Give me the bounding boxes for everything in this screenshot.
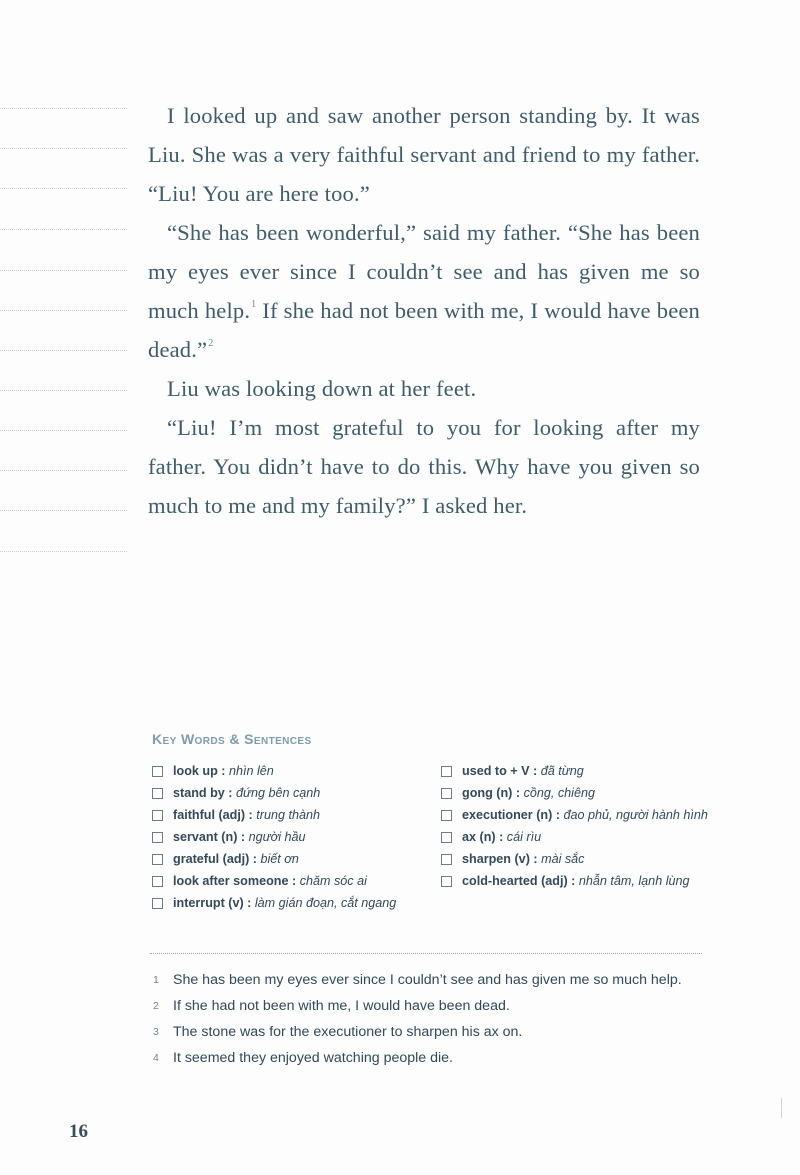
checkbox[interactable] — [152, 766, 163, 777]
story-text-segment: “She has been wonderful,” said my father. “She has been my eyes ever since I couldn’t see and has given me so much help. — [148, 220, 700, 323]
footnote-number: 2 — [153, 1000, 159, 1012]
key-word-definition: đã từng — [540, 764, 584, 778]
key-word-separator: : — [495, 830, 507, 844]
checkbox[interactable] — [152, 854, 163, 865]
key-word-definition: đứng bên cạnh — [236, 786, 321, 800]
checkbox[interactable] — [441, 810, 452, 821]
key-word-definition: biết ơn — [260, 852, 299, 866]
story-paragraph: “Liu! I’m most grateful to you for looking after my father. You didn’t have to do this. Why have you given so much to me and my family?” I asked her. — [148, 415, 700, 518]
key-word-separator: : — [243, 896, 255, 910]
margin-line — [0, 390, 127, 391]
key-word-item — [440, 848, 710, 870]
checkbox[interactable] — [441, 788, 452, 799]
key-word-term: grateful (adj) — [173, 852, 250, 866]
footnote-number: 4 — [153, 1052, 159, 1064]
key-word-separator: : — [217, 764, 229, 778]
key-word-separator: : — [529, 852, 542, 866]
key-word-item — [151, 848, 411, 870]
key-word-item — [440, 870, 710, 892]
key-word-separator: : — [529, 764, 541, 778]
key-words-heading: Key Words & Sentences — [152, 731, 312, 747]
footnote — [153, 996, 702, 1016]
footnote — [153, 1022, 702, 1042]
footnote-text: It seemed they enjoyed watching people die. — [173, 1050, 453, 1066]
key-word-separator: : — [567, 874, 579, 888]
footnote-text: She has been my eyes ever since I couldn’t see and has given me so much help. — [173, 972, 682, 988]
margin-line — [0, 430, 127, 431]
checkbox[interactable] — [152, 832, 163, 843]
margin-line — [0, 470, 127, 471]
key-word-separator: : — [552, 808, 564, 822]
page-edge-mark — [781, 1098, 782, 1118]
key-word-term: servant (n) — [173, 830, 238, 844]
key-word-item — [151, 782, 411, 804]
checkbox[interactable] — [441, 766, 452, 777]
key-word-definition: mài sắc — [541, 852, 585, 866]
checkbox[interactable] — [152, 898, 163, 909]
key-word-item — [151, 826, 411, 848]
key-word-separator: : — [224, 786, 236, 800]
checkbox[interactable] — [152, 788, 163, 799]
key-word-separator: : — [512, 786, 524, 800]
key-word-term: used to + V — [462, 764, 530, 778]
footnote-number: 3 — [153, 1026, 159, 1038]
margin-line — [0, 188, 127, 189]
checkbox[interactable] — [441, 876, 452, 887]
key-word-separator: : — [249, 852, 261, 866]
footnote-divider — [150, 953, 702, 954]
key-word-term: look up — [173, 764, 218, 778]
checkbox[interactable] — [441, 832, 452, 843]
margin-note-lines — [0, 0, 128, 1175]
page-number: 16 — [69, 1121, 88, 1142]
key-word-term: look after someone — [173, 874, 289, 888]
key-word-term: executioner (n) — [462, 808, 553, 822]
key-word-definition: nhẫn tâm, lạnh lùng — [578, 874, 690, 888]
footnote-number: 1 — [153, 974, 159, 986]
key-word-item — [440, 804, 710, 826]
checkbox[interactable] — [441, 854, 452, 865]
key-word-definition: cồng, chiêng — [523, 786, 595, 800]
key-word-item — [440, 782, 710, 804]
key-word-definition: chăm sóc ai — [299, 874, 367, 888]
key-word-item — [440, 760, 710, 782]
key-word-separator: : — [245, 808, 257, 822]
key-word-term: interrupt (v) — [173, 896, 244, 910]
checkbox[interactable] — [152, 876, 163, 887]
key-word-item — [151, 892, 411, 914]
key-words-right-column — [440, 760, 710, 892]
margin-line — [0, 551, 127, 552]
story-paragraph — [148, 213, 700, 369]
checkbox[interactable] — [152, 810, 163, 821]
margin-line — [0, 310, 127, 311]
margin-line — [0, 108, 127, 109]
margin-line — [0, 229, 127, 230]
footnote-ref[interactable]: 2 — [208, 338, 214, 349]
key-word-separator: : — [288, 874, 300, 888]
key-word-term: faithful (adj) — [173, 808, 246, 822]
key-word-term: sharpen (v) — [462, 852, 530, 866]
key-word-item — [151, 870, 411, 892]
footnote-text: If she had not been with me, I would have been dead. — [173, 998, 510, 1014]
story-text-segment: If she had not been with me, I would have been dead.” — [148, 298, 700, 362]
story-text — [148, 96, 700, 525]
key-word-term: stand by — [173, 786, 225, 800]
margin-line — [0, 270, 127, 271]
key-word-item — [151, 760, 411, 782]
key-words-left-column — [151, 760, 411, 914]
key-word-item — [440, 826, 710, 848]
key-word-definition: làm gián đoạn, cắt ngang — [254, 896, 397, 910]
key-word-term: cold-hearted (adj) — [462, 874, 568, 888]
key-word-definition: cái rìu — [506, 830, 542, 844]
story-paragraph: I looked up and saw another person standing by. It was Liu. She was a very faithful servant and friend to my father. “Liu! You are here too.” — [148, 103, 700, 206]
footnote — [153, 970, 702, 990]
key-word-separator: : — [237, 830, 249, 844]
margin-line — [0, 350, 127, 351]
key-word-term: gong (n) — [462, 786, 513, 800]
key-word-term: ax (n) — [462, 830, 496, 844]
margin-line — [0, 148, 127, 149]
key-word-item — [151, 804, 411, 826]
footnote-ref[interactable]: 1 — [251, 299, 257, 310]
margin-line — [0, 510, 127, 511]
key-word-definition: người hầu — [248, 830, 306, 844]
footnote-text: The stone was for the executioner to sharpen his ax on. — [173, 1024, 523, 1040]
key-word-definition: trung thành — [256, 808, 320, 822]
story-paragraph: Liu was looking down at her feet. — [167, 376, 477, 401]
key-word-definition: nhìn lên — [228, 764, 274, 778]
footnotes — [153, 970, 702, 1074]
footnote — [153, 1048, 702, 1068]
key-word-definition: đao phủ, người hành hình — [563, 808, 708, 822]
